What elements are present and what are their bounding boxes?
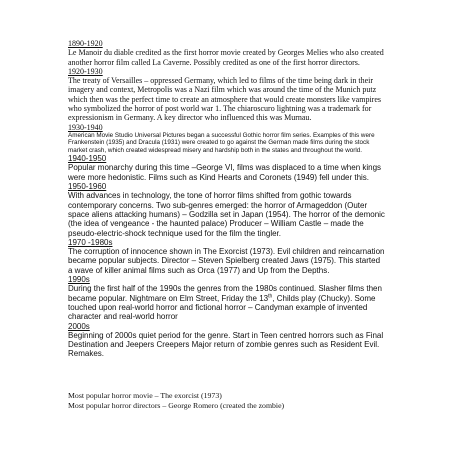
section-text: The treaty of Versailles – oppressed Germany, which led to films of the time being dark in their imagery and context, Metropolis was a Nazi film which was around the time of the Munich putz which then was the perfect time to create an atmosphere that would create monsters like vampires who symbolized the horror of post world war 1. The chiaroscuro lightning was a trademark for expressionism in Germany. A key director who influenced this was Murnau. xyxy=(68,76,381,123)
section-1890-1920 xyxy=(68,39,386,67)
text-part: During the first half of the 1990s the genres from the 1980s continued. Slasher films then became popular. Nightmare on Elm Street, Friday the 13 xyxy=(68,284,382,303)
section-heading: 1920-1930 xyxy=(68,66,103,76)
section-text: The corruption of innocence shown in The Exorcist (1973). Evil children and reincarnation became popular subjects. Director – Steven Spielberg created Jaws (1975). This started a wave of killer animal films such as Orca (1977) and Up from the Depths. xyxy=(68,247,385,275)
section-text: Beginning of 2000s quiet period for the genre. Start in Teen centred horrors such as Final Destination and Jeepers Creepers Major return of zombie genres such as Resident Evil. Remakes. xyxy=(68,330,384,359)
section-heading: 1950-1960 xyxy=(68,182,107,192)
section-text xyxy=(68,284,386,321)
section-heading: 2000s xyxy=(68,321,90,331)
section-1990s xyxy=(68,275,386,321)
section-1930-1940 xyxy=(68,123,386,155)
text-part: , Childs play (Chucky). Some touched upon real-world horror and fictional horror – Candyman example of invented character and real-world horror xyxy=(68,293,376,322)
section-heading: 1990s xyxy=(68,275,90,285)
section-1920-1930 xyxy=(68,67,386,123)
section-1970-1980s xyxy=(68,238,386,275)
section-heading: 1930-1940 xyxy=(68,122,103,132)
section-1950-1960 xyxy=(68,182,386,238)
footer-line: Most popular horror movie – The exorcist (1973) xyxy=(68,391,222,400)
section-text: Le Manoir du diable credited as the first horror movie created by Georges Melies who also created another horror film called La Caverne. Possibly credited as one of the first horror directors. xyxy=(68,48,384,67)
section-2000s xyxy=(68,322,386,359)
section-heading: 1940-1950 xyxy=(68,154,107,164)
footer-line: Most popular horror directors – George Romero (created the zombie) xyxy=(68,400,285,410)
section-heading: 1890-1920 xyxy=(68,39,103,48)
superscript: th xyxy=(268,292,273,299)
section-1940-1950 xyxy=(68,154,386,182)
section-text: Popular monarchy during this time –George VI, films was displaced to a time when kings were more hedonistic. Films such as Kind Hearts and Coronets (1949) fell under this. xyxy=(68,163,382,182)
section-heading: 1970 -1980s xyxy=(68,237,113,247)
document-body xyxy=(68,39,386,359)
footer-notes xyxy=(68,391,388,410)
section-text: With advances in technology, the tone of horror films shifted from gothic towards contemporary concerns. Two sub-genres emerged: the horror of Armageddon (Outer space aliens attacking humans) – Godzilla set in Japan (1954). The horror of the demonic (the idea of vengeance - the haunted palace) Producer – William Castle – made the pseudo-electric-shock technique used for the film the tingler. xyxy=(68,191,385,238)
section-text: American Movie Studio Universal Pictures began a successful Gothic horror film series. Examples of this were Frankenstein (1935) and Dracula (1931) were created to go against the German made films during the stock market crash, which created widespread misery and hardship both in the states and throughout the world. xyxy=(68,131,375,154)
